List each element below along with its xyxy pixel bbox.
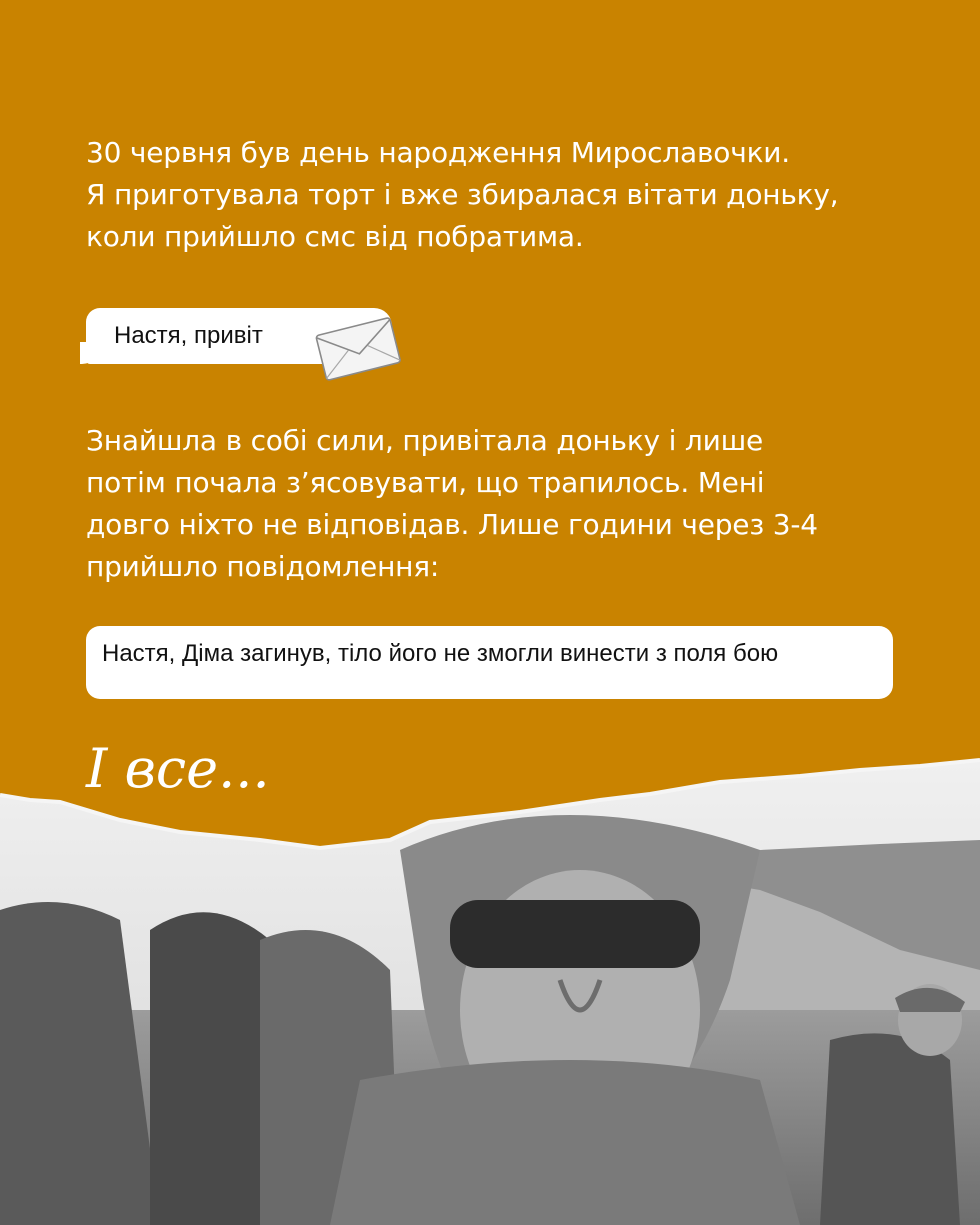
second-line: потім почала з’ясовувати, що трапилось. Мені: [86, 466, 765, 499]
second-line: прийшло повідомлення:: [86, 550, 440, 583]
intro-line: Я приготувала торт і вже збиралася вітати доньку,: [86, 178, 839, 211]
intro-line: 30 червня був день народження Мирославочки.: [86, 136, 790, 169]
message-text: Настя, Діма загинув, тіло його не змогли винести з поля бою: [102, 640, 779, 667]
closing-script: І все...: [86, 737, 270, 800]
intro-paragraph: [86, 132, 916, 258]
second-line: довго ніхто не відповідав. Лише години через 3-4: [86, 508, 818, 541]
message-text: Настя, привіт: [114, 322, 263, 349]
envelope-icon: [310, 312, 406, 384]
soldiers-photo: [0, 737, 980, 1225]
intro-line: коли прийшло смс від побратима.: [86, 220, 584, 253]
second-line: Знайшла в собі сили, привітала доньку і лише: [86, 424, 764, 457]
message-bubble-news: [86, 626, 893, 699]
second-paragraph: [86, 420, 916, 588]
